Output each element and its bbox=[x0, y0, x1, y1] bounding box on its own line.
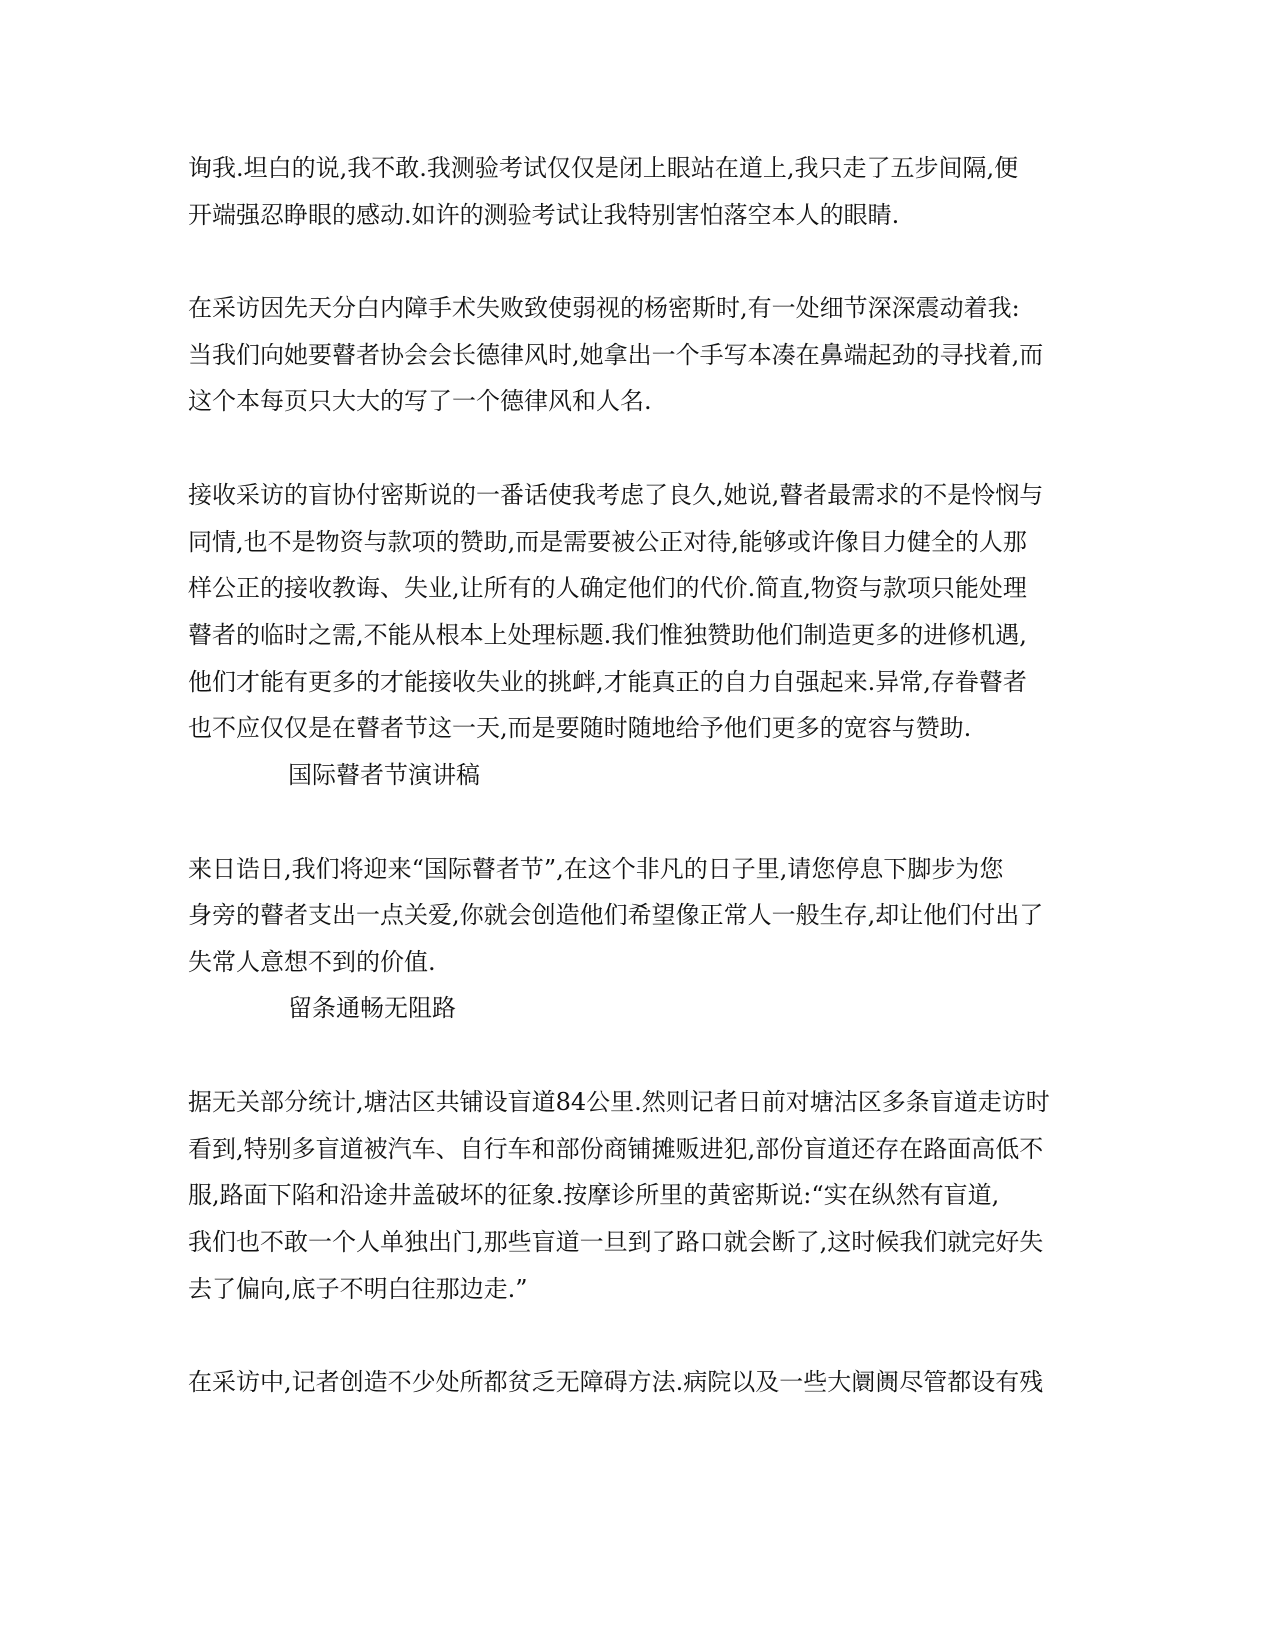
paragraph-5-line-5: 去了偏向,底子不明白往那边走.” bbox=[188, 1275, 528, 1303]
section-heading-road: 留条通畅无阻路 bbox=[288, 994, 456, 1022]
paragraph-3-line-4: 瞽者的临时之需,不能从根本上处理标题.我们惟独赞助他们制造更多的进修机遇, bbox=[188, 621, 1027, 649]
paragraph-5-line-4: 我们也不敢一个人单独出门,那些盲道一旦到了路口就会断了,这时候我们就完好失 bbox=[188, 1228, 1044, 1256]
paragraph-3-line-6: 也不应仅仅是在瞽者节这一天,而是要随时随地给予他们更多的宽容与赞助. bbox=[188, 714, 972, 742]
paragraph-4-line-1: 来日诰日,我们将迎来“国际瞽者节”,在这个非凡的日子里,请您停息下脚步为您 bbox=[188, 855, 1004, 883]
paragraph-2-line-3: 这个本每页只大大的写了一个德律风和人名. bbox=[188, 387, 652, 415]
paragraph-5-line-3: 服,路面下陷和沿途井盖破坏的征象.按摩诊所里的黄密斯说:“实在纵然有盲道, bbox=[188, 1181, 1000, 1209]
paragraph-5-line-2: 看到,特别多盲道被汽车、自行车和部份商铺摊贩进犯,部份盲道还存在路面高低不 bbox=[188, 1135, 1044, 1163]
paragraph-6-line-1: 在采访中,记者创造不少处所都贫乏无障碍方法.病院以及一些大阛阓尽管都设有残 bbox=[188, 1368, 1044, 1396]
paragraph-3-line-3: 样公正的接收教诲、失业,让所有的人确定他们的代价.简直,物资与款项只能处理 bbox=[188, 574, 1027, 602]
paragraph-2-line-2: 当我们向她要瞽者协会会长德律风时,她拿出一个手写本凑在鼻端起劲的寻找着,而 bbox=[188, 341, 1044, 369]
paragraph-2-line-1: 在采访因先天分白内障手术失败致使弱视的杨密斯时,有一处细节深深震动着我: bbox=[188, 294, 1020, 322]
paragraph-1-line-2: 开端强忍睁眼的感动.如许的测验考试让我特别害怕落空本人的眼睛. bbox=[188, 201, 900, 229]
paragraph-5-line-1: 据无关部分统计,塘沽区共铺设盲道84公里.然则记者日前对塘沽区多条盲道走访时 bbox=[188, 1088, 1050, 1116]
paragraph-1-line-1: 询我.坦白的说,我不敢.我测验考试仅仅是闭上眼站在道上,我只走了五步间隔,便 bbox=[188, 154, 1019, 182]
paragraph-3-line-1: 接收采访的盲协付密斯说的一番话使我考虑了良久,她说,瞽者最需求的不是怜悯与 bbox=[188, 481, 1044, 509]
section-heading-speech: 国际瞽者节演讲稿 bbox=[288, 761, 480, 789]
paragraph-4-line-3: 失常人意想不到的价值. bbox=[188, 948, 436, 976]
paragraph-3-line-2: 同情,也不是物资与款项的赞助,而是需要被公正对待,能够或许像目力健全的人那 bbox=[188, 528, 1027, 556]
paragraph-4-line-2: 身旁的瞽者支出一点关爱,你就会创造他们希望像正常人一般生存,却让他们付出了 bbox=[188, 901, 1044, 929]
paragraph-3-line-5: 他们才能有更多的才能接收失业的挑衅,才能真正的自力自强起来.异常,存眷瞽者 bbox=[188, 668, 1027, 696]
